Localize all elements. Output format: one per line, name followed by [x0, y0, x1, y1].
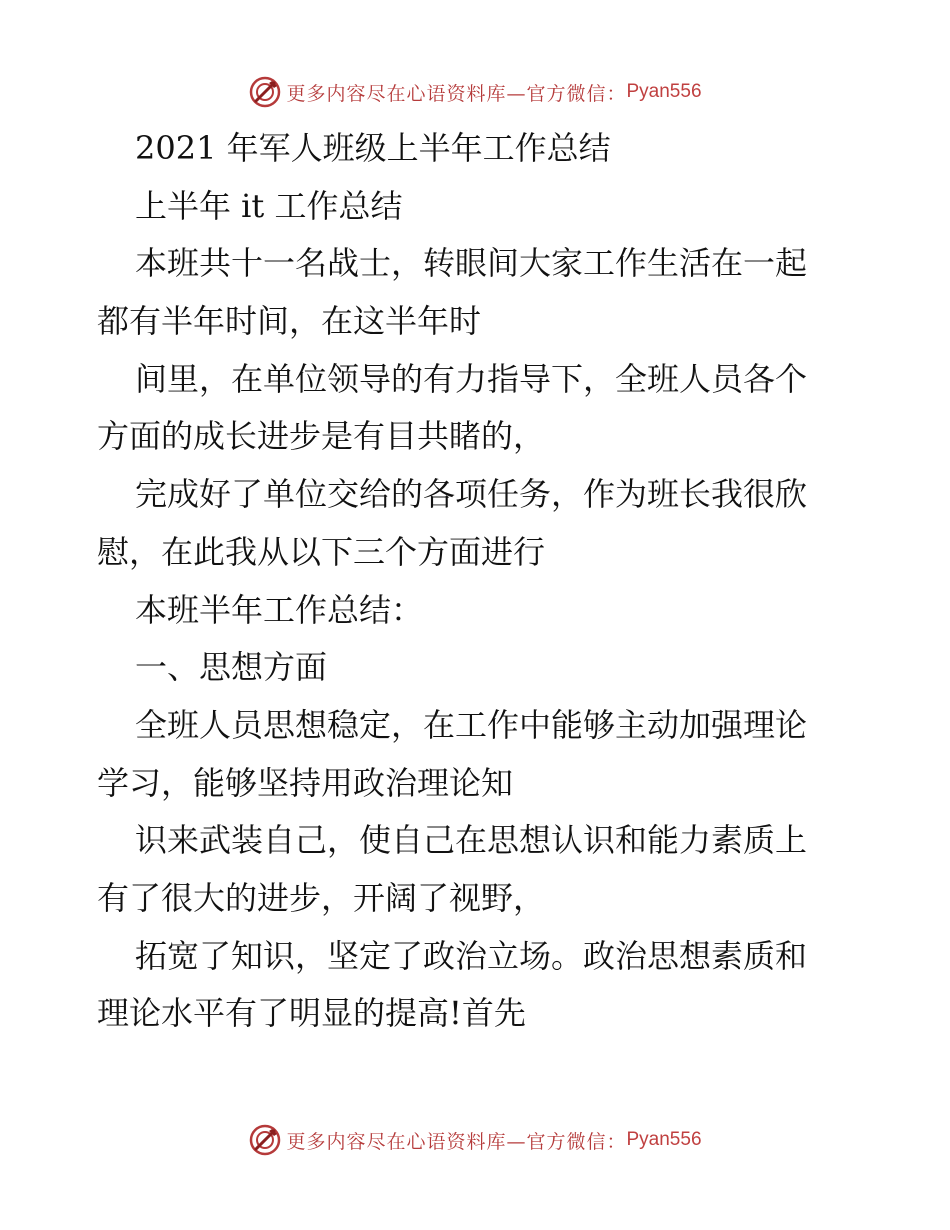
header-watermark [0, 72, 950, 112]
paragraph-line: 理论水平有了明显的提高!首先 [97, 994, 526, 1033]
pen-logo-icon [248, 1123, 282, 1157]
pen-logo-icon [248, 75, 282, 109]
document-subtitle: 上半年 it 工作总结 [135, 186, 403, 225]
paragraph-line: 慰，在此我从以下三个方面进行 [97, 532, 546, 571]
paragraph-line: 方面的成长进步是有目共睹的， [97, 417, 546, 456]
paragraph-line: 学习，能够坚持用政治理论知 [97, 763, 514, 802]
paragraph-line: 拓宽了知识，坚定了政治立场。政治思想素质和 [135, 936, 808, 975]
paragraph-line: 有了很大的进步，开阔了视野， [97, 878, 546, 917]
footer-watermark [0, 1120, 950, 1160]
document-body [97, 120, 857, 1043]
document-title: 2021 年军人班级上半年工作总结 [135, 129, 611, 167]
paragraph-line: 本班共十一名战士，转眼间大家工作生活在一起 [135, 244, 808, 283]
watermark-text: 更多内容尽在心语资料库—官方微信： [286, 1130, 627, 1153]
paragraph-line: 本班半年工作总结： [135, 590, 424, 629]
paragraph-line: 识来武装自己，使自己在思想认识和能力素质上 [135, 821, 808, 860]
watermark-id: Pyan556 [626, 1129, 702, 1150]
section-heading: 一、思想方面 [135, 648, 328, 687]
watermark-text: 更多内容尽在心语资料库—官方微信： [286, 82, 627, 105]
paragraph-line: 间里，在单位领导的有力指导下，全班人员各个 [135, 359, 808, 398]
paragraph-line: 全班人员思想稳定，在工作中能够主动加强理论 [135, 705, 808, 744]
paragraph-line: 完成好了单位交给的各项任务，作为班长我很欣 [135, 475, 808, 514]
watermark-id: Pyan556 [626, 81, 702, 102]
paragraph-line: 都有半年时间，在这半年时 [97, 302, 482, 341]
